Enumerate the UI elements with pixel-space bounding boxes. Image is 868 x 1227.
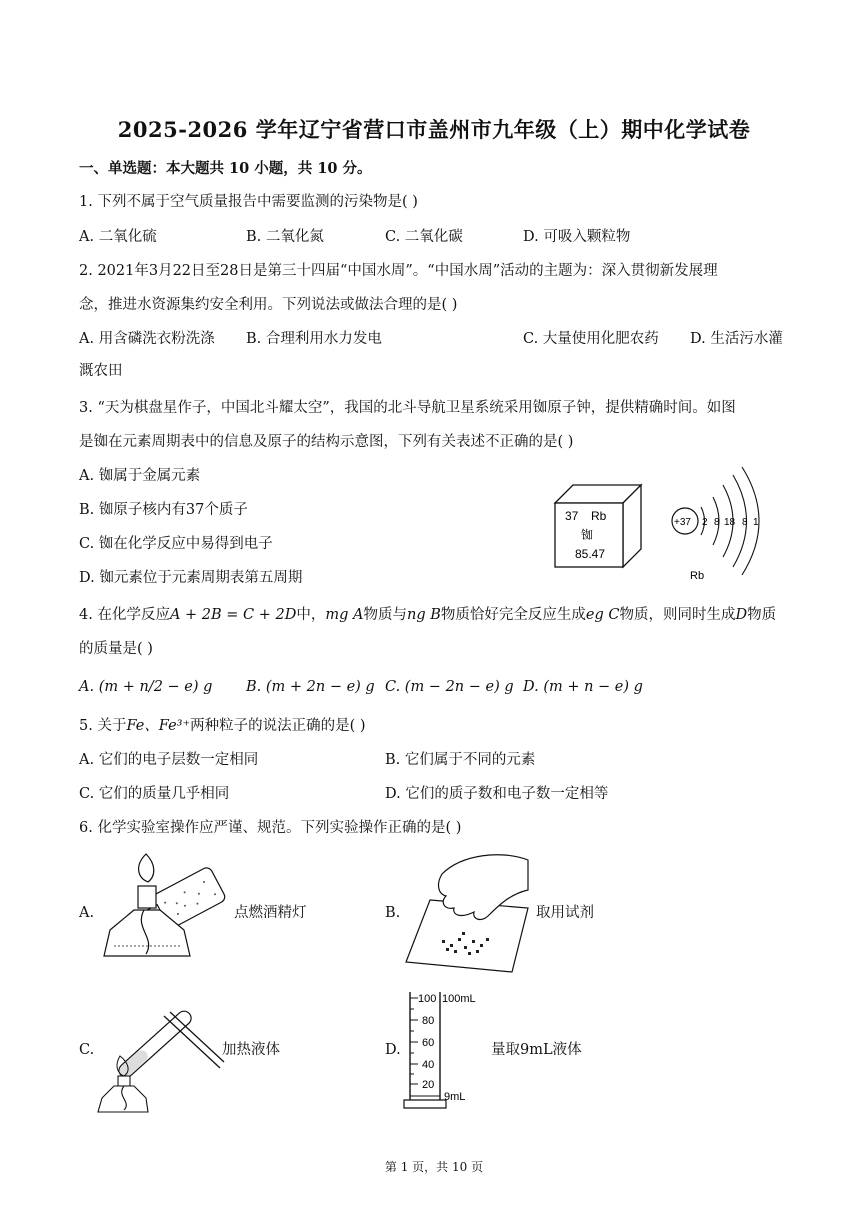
q2-option-d[interactable]: D. 生活污水灌 xyxy=(690,331,783,347)
q6-option-d[interactable]: D. xyxy=(385,1042,401,1058)
atom-label: Rb xyxy=(690,570,705,582)
q6-option-c[interactable]: C. xyxy=(79,1042,95,1058)
page-footer: 第 1 页，共 10 页 xyxy=(384,1160,484,1174)
element-symbol: Rb xyxy=(591,509,607,523)
q5-option-b[interactable]: B. 它们属于不同的元素 xyxy=(385,752,536,768)
q4-option-d[interactable]: D. (m + n − e) g xyxy=(523,679,643,695)
q6-option-a-label: 点燃酒精灯 xyxy=(234,905,307,921)
q2-stem-line2: 念，推进水资源集约安全利用。下列说法或做法合理的是( ) xyxy=(79,297,458,313)
cylinder-tick-100: 100 xyxy=(418,993,437,1005)
q6-option-d-label: 量取9mL液体 xyxy=(491,1042,582,1058)
q5-stem: 5. 关于Fe、Fe³⁺两种粒子的说法正确的是( ) xyxy=(79,718,366,734)
cylinder-tick-20: 20 xyxy=(422,1079,435,1091)
q1-option-b[interactable]: B. 二氧化氮 xyxy=(246,229,324,245)
q3-option-a[interactable]: A. 铷属于金属元素 xyxy=(79,468,201,484)
q1-option-c[interactable]: C. 二氧化碳 xyxy=(385,229,463,245)
cylinder-reading: 9mL xyxy=(444,1091,466,1103)
cylinder-tick-60: 60 xyxy=(422,1037,435,1049)
section-heading: 一、单选题：本大题共 10 小题，共 10 分。 xyxy=(79,160,372,177)
cylinder-tick-40: 40 xyxy=(422,1059,435,1071)
q4-equation: A + 2B = C + 2D xyxy=(169,607,297,623)
nucleus-charge: +37 xyxy=(674,517,691,528)
q3-stem-line1: 3. “天为棋盘星作子，中国北斗耀太空”，我国的北斗导航卫星系统采用铷原子钟，提供精确时间。如图 xyxy=(79,400,736,416)
q4-stem-line1: 4. 在化学反应A + 2B = C + 2D中，mg A物质与ng B物质恰好完全反应生成eg C物质，则同时生成D物质 xyxy=(79,607,777,623)
q6-option-b-label: 取用试剂 xyxy=(536,905,594,921)
q1-option-a[interactable]: A. 二氧化硫 xyxy=(79,229,157,245)
page-title: 2025-2026 学年辽宁省营口市盖州市九年级（上）期中化学试卷 xyxy=(117,117,751,142)
q4-stem-line2: 的质量是( ) xyxy=(79,641,153,657)
q2-option-c[interactable]: C. 大量使用化肥农药 xyxy=(523,331,659,347)
q5-ions: Fe、Fe³⁺ xyxy=(126,718,191,734)
element-number: 37 xyxy=(565,509,579,523)
q6-option-a[interactable]: A. xyxy=(79,905,95,921)
cylinder-capacity: 100mL xyxy=(442,993,476,1005)
q1-stem: 1. 下列不属于空气质量报告中需要监测的污染物是( ) xyxy=(79,194,418,210)
q6-option-b[interactable]: B. xyxy=(385,905,401,921)
shell-5-count: 1 xyxy=(753,517,759,528)
shell-1-count: 2 xyxy=(702,517,708,528)
cylinder-tick-80: 80 xyxy=(422,1015,435,1027)
q2-option-d-cont: 溉农田 xyxy=(79,363,123,379)
q5-option-d[interactable]: D. 它们的质子数和电子数一定相等 xyxy=(385,786,609,802)
q2-option-b[interactable]: B. 合理利用水力发电 xyxy=(246,331,382,347)
shell-3-count: 18 xyxy=(724,517,736,528)
q1-option-d[interactable]: D. 可吸入颗粒物 xyxy=(523,229,631,245)
q3-stem-line2: 是铷在元素周期表中的信息及原子的结构示意图，下列有关表述不正确的是( ) xyxy=(79,434,574,450)
q3-option-b[interactable]: B. 铷原子核内有37个质子 xyxy=(79,502,248,518)
element-cell-figure xyxy=(553,483,645,569)
q4-option-c[interactable]: C. (m − 2n − e) g xyxy=(385,679,514,695)
q4-option-b[interactable]: B. (m + 2n − e) g xyxy=(246,679,375,695)
shell-4-count: 8 xyxy=(742,517,748,528)
atom-structure-figure xyxy=(668,463,778,585)
heating-liquid-icon xyxy=(94,982,226,1114)
q5-option-a[interactable]: A. 它们的电子层数一定相同 xyxy=(79,752,259,768)
taking-reagent-by-hand-icon xyxy=(402,850,532,974)
shell-2-count: 8 xyxy=(714,517,720,528)
q4-option-a[interactable]: A. (m + n/2 − e) g xyxy=(79,679,213,695)
q5-option-c[interactable]: C. 它们的质量几乎相同 xyxy=(79,786,230,802)
element-mass: 85.47 xyxy=(575,547,606,561)
q6-option-c-label: 加热液体 xyxy=(222,1042,280,1058)
q3-option-d[interactable]: D. 铷元素位于元素周期表第五周期 xyxy=(79,570,303,586)
q2-option-a[interactable]: A. 用含磷洗衣粉洗涤 xyxy=(79,331,215,347)
q3-option-c[interactable]: C. 铷在化学反应中易得到电子 xyxy=(79,536,273,552)
q2-stem-line1: 2. 2021年3月22日至28日是第三十四届“中国水周”。“中国水周”活动的主题为：深入贯彻新发展理 xyxy=(79,263,718,279)
graduated-cylinder-icon xyxy=(400,984,490,1112)
alcohol-lamp-lighting-icon xyxy=(94,848,234,976)
q6-stem: 6. 化学实验室操作应严谨、规范。下列实验操作正确的是( ) xyxy=(79,820,462,836)
element-name: 铷 xyxy=(581,528,594,542)
